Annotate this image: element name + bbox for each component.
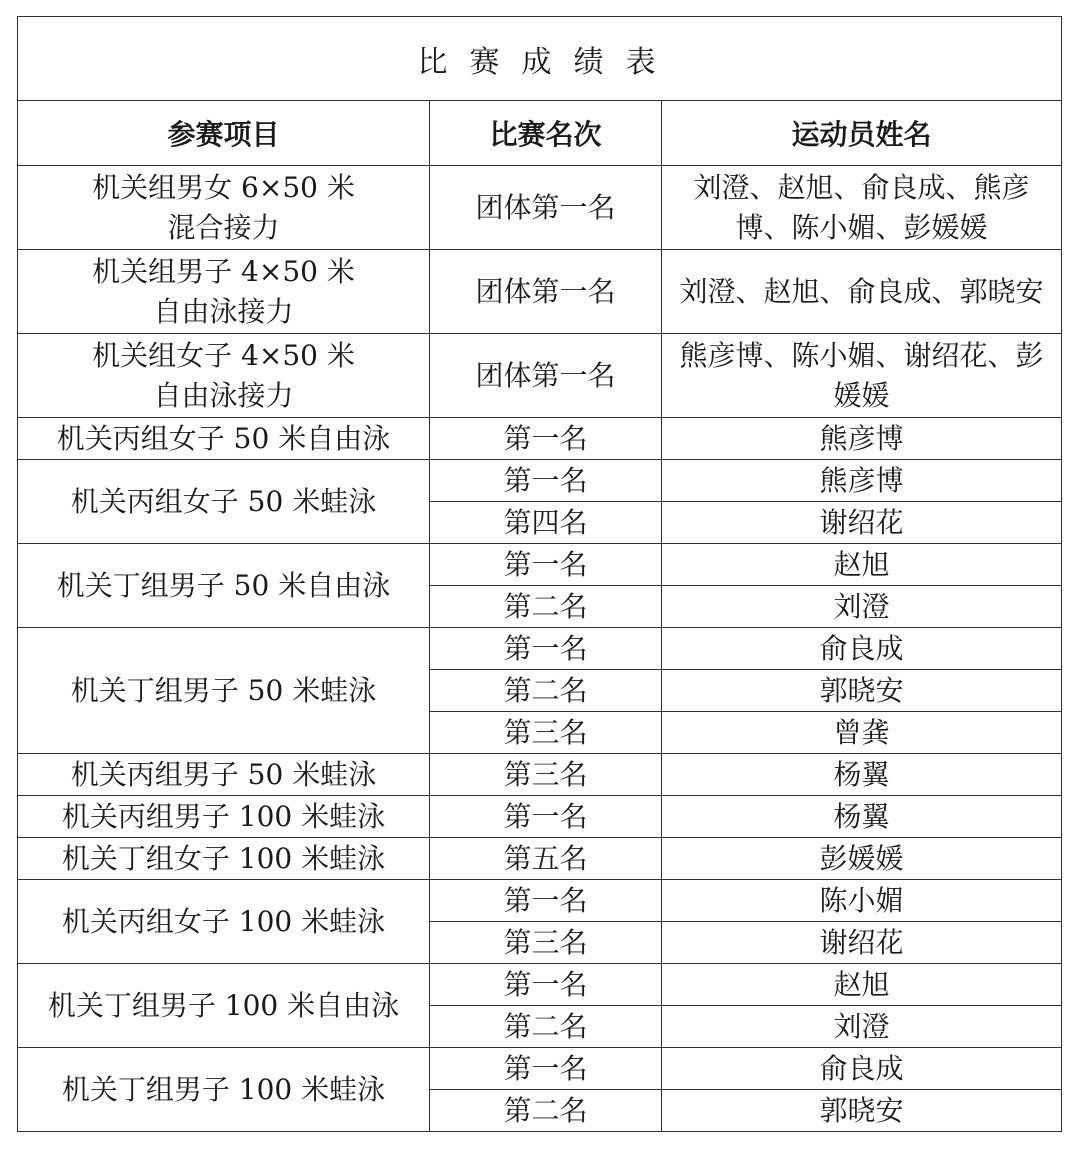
table-row [18, 544, 1062, 586]
event-cell [18, 250, 430, 334]
athlete-names: 熊彦博 [819, 421, 904, 455]
athlete-names: 杨翼 [833, 757, 890, 791]
event-name-line: 混合接力 [167, 210, 280, 244]
header-row [18, 101, 1062, 166]
event-name-line: 自由泳接力 [153, 378, 294, 412]
rank-cell: 第一名 [430, 1048, 662, 1090]
athlete-names: 赵旭 [833, 967, 890, 1001]
athlete-names: 曾龚 [833, 715, 890, 749]
event-name-line: 机关组女子 4×50 米 [92, 338, 355, 372]
athlete-names-cell [662, 460, 1062, 502]
event-cell [18, 838, 430, 880]
athlete-names-cell [662, 250, 1062, 334]
header-athletes: 运动员姓名 [662, 101, 1062, 166]
athlete-names: 刘澄、赵旭、俞良成、郭晓安 [679, 274, 1044, 308]
table-row [18, 838, 1062, 880]
athlete-names: 杨翼 [833, 799, 890, 833]
athlete-names: 陈小媚 [819, 883, 904, 917]
athlete-names: 郭晓安 [819, 673, 904, 707]
event-cell [18, 418, 430, 460]
event-cell [18, 334, 430, 418]
event-cell [18, 628, 430, 754]
rank-cell: 第一名 [430, 544, 662, 586]
event-cell [18, 964, 430, 1048]
event-name-line: 机关组男女 6×50 米 [92, 170, 355, 204]
athlete-names-cell [662, 544, 1062, 586]
table-title: 比赛成绩表 [18, 17, 1062, 101]
event-name-line: 机关丙组女子 100 米蛙泳 [61, 904, 386, 938]
rank-cell: 第三名 [430, 712, 662, 754]
rank-cell: 第一名 [430, 964, 662, 1006]
athlete-names: 谢绍花 [819, 925, 904, 959]
rank-cell: 第四名 [430, 502, 662, 544]
event-name-line: 机关丁组男子 100 米自由泳 [47, 988, 400, 1022]
athlete-names: 俞良成 [819, 1051, 904, 1085]
table-row [18, 796, 1062, 838]
athlete-names-cell [662, 586, 1062, 628]
rank-cell: 第一名 [430, 796, 662, 838]
athlete-names-cell [662, 964, 1062, 1006]
athlete-names-cell [662, 1090, 1062, 1132]
event-name-line: 机关丙组男子 50 米蛙泳 [70, 757, 377, 791]
athlete-names: 俞良成 [819, 631, 904, 665]
athlete-names-cell [662, 166, 1062, 250]
rank-cell: 第一名 [430, 628, 662, 670]
table-row [18, 418, 1062, 460]
table-row [18, 964, 1062, 1006]
header-rank: 比赛名次 [430, 101, 662, 166]
event-name-line: 自由泳接力 [153, 294, 294, 328]
athlete-names: 刘澄、赵旭、俞良成、熊彦博、陈小媚、彭媛媛 [693, 170, 1030, 244]
event-cell [18, 544, 430, 628]
athlete-names: 谢绍花 [819, 505, 904, 539]
athlete-names-cell [662, 838, 1062, 880]
athlete-names: 赵旭 [833, 547, 890, 581]
athlete-names: 刘澄 [833, 589, 890, 623]
event-cell [18, 460, 430, 544]
results-table [17, 16, 1062, 1132]
table-row [18, 250, 1062, 334]
athlete-names-cell [662, 670, 1062, 712]
rank-cell: 第一名 [430, 418, 662, 460]
athlete-names: 熊彦博 [819, 463, 904, 497]
athlete-names-cell [662, 628, 1062, 670]
rank-cell: 第二名 [430, 1090, 662, 1132]
athlete-names-cell [662, 796, 1062, 838]
event-name-line: 机关丁组女子 100 米蛙泳 [61, 841, 386, 875]
athlete-names-cell [662, 502, 1062, 544]
rank-cell: 第三名 [430, 922, 662, 964]
table-row [18, 628, 1062, 670]
event-name-line: 机关组男子 4×50 米 [92, 254, 355, 288]
table-row [18, 334, 1062, 418]
athlete-names: 熊彦博、陈小媚、谢绍花、彭媛媛 [679, 338, 1044, 412]
header-event: 参赛项目 [18, 101, 430, 166]
event-cell [18, 166, 430, 250]
rank-cell: 第二名 [430, 586, 662, 628]
event-cell [18, 1048, 430, 1132]
event-cell [18, 754, 430, 796]
rank-cell: 第一名 [430, 880, 662, 922]
event-name-line: 机关丙组男子 100 米蛙泳 [61, 799, 386, 833]
athlete-names-cell [662, 754, 1062, 796]
rank-cell: 团体第一名 [430, 166, 662, 250]
athlete-names-cell [662, 880, 1062, 922]
rank-cell: 第二名 [430, 670, 662, 712]
table-row [18, 460, 1062, 502]
table-row [18, 1048, 1062, 1090]
event-name-line: 机关丁组男子 100 米蛙泳 [61, 1072, 386, 1106]
rank-cell: 第一名 [430, 460, 662, 502]
rank-cell: 团体第一名 [430, 250, 662, 334]
athlete-names: 刘澄 [833, 1009, 890, 1043]
title-row [18, 17, 1062, 101]
table-body [18, 166, 1062, 1132]
athlete-names-cell [662, 418, 1062, 460]
event-name-line: 机关丁组男子 50 米自由泳 [56, 568, 391, 602]
event-cell [18, 796, 430, 838]
event-name-line: 机关丙组女子 50 米蛙泳 [70, 484, 377, 518]
event-cell [18, 880, 430, 964]
rank-cell: 第三名 [430, 754, 662, 796]
rank-cell: 第二名 [430, 1006, 662, 1048]
table-row [18, 166, 1062, 250]
rank-cell: 团体第一名 [430, 334, 662, 418]
rank-cell: 第五名 [430, 838, 662, 880]
athlete-names-cell [662, 1006, 1062, 1048]
event-name-line: 机关丙组女子 50 米自由泳 [56, 421, 391, 455]
athlete-names-cell [662, 1048, 1062, 1090]
athlete-names: 彭媛媛 [819, 841, 904, 875]
athlete-names-cell [662, 712, 1062, 754]
athlete-names: 郭晓安 [819, 1093, 904, 1127]
table-row [18, 754, 1062, 796]
athlete-names-cell [662, 334, 1062, 418]
table-row [18, 880, 1062, 922]
athlete-names-cell [662, 922, 1062, 964]
event-name-line: 机关丁组男子 50 米蛙泳 [70, 673, 377, 707]
